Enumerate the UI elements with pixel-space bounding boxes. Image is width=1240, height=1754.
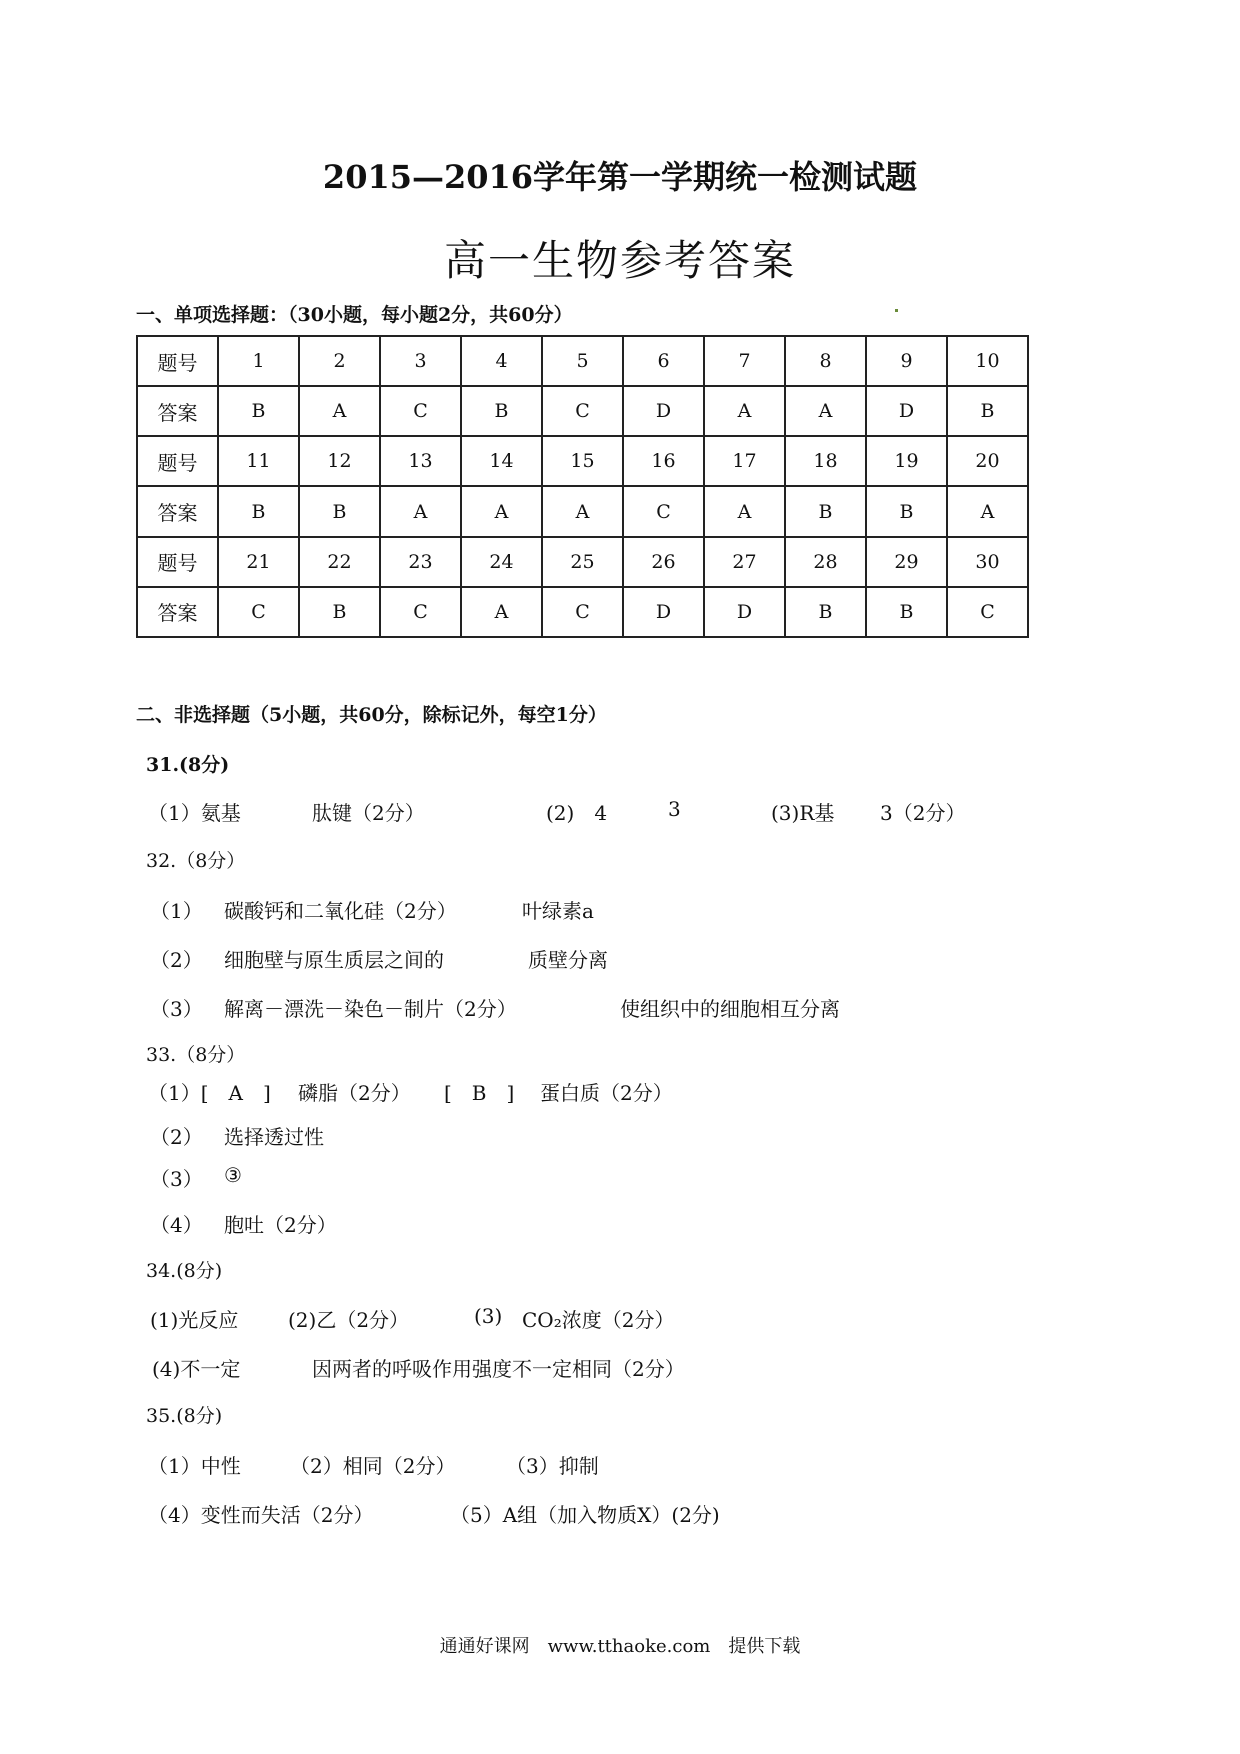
q34-ans: 因两者的呼吸作用强度不一定相同（2分） [312,1357,685,1381]
question-number-cell: 24 [461,537,542,587]
question-number-cell: 7 [704,336,785,386]
question-number-cell: 2 [299,336,380,386]
answer-cell: C [623,486,704,536]
answer-cell: A [542,486,623,536]
answer-cell: A [947,486,1028,536]
question-number-cell: 12 [299,436,380,486]
row-label: 答案 [137,386,218,436]
q32-ans: （2） [150,948,203,972]
question-number-cell: 30 [947,537,1028,587]
question-number-cell: 3 [380,336,461,386]
answer-cell: B [461,386,542,436]
exam-title: 2015—2016学年第一学期统一检测试题 [322,158,918,196]
answer-cell: B [218,486,299,536]
table-answer-row [137,587,1028,637]
question-number-cell: 4 [461,336,542,386]
answer-cell: C [542,386,623,436]
table-question-row [137,336,1028,386]
q33-ans: （4） [150,1213,203,1237]
q34-title: 34.(8分) [146,1260,223,1282]
answer-cell: B [866,486,947,536]
question-number-cell: 14 [461,436,542,486]
question-number-cell: 5 [542,336,623,386]
answer-cell: A [380,486,461,536]
question-number-cell: 27 [704,537,785,587]
question-number-cell: 9 [866,336,947,386]
question-number-cell: 8 [785,336,866,386]
q33-ans: （2） [150,1125,203,1149]
answer-cell: C [947,587,1028,637]
q32-ans: 细胞壁与原生质层之间的 [224,948,444,972]
question-number-cell: 11 [218,436,299,486]
q33-ans: （1）[ A ] [148,1081,271,1105]
question-number-cell: 20 [947,436,1028,486]
answer-cell: B [218,386,299,436]
table-question-row [137,436,1028,486]
answer-cell: C [542,587,623,637]
row-label: 题号 [137,336,218,386]
q34-ans: (1)光反应 [150,1308,239,1332]
answer-cell: D [704,587,785,637]
table-answer-row [137,486,1028,536]
question-number-cell: 25 [542,537,623,587]
speck-mark [895,309,898,312]
q33-ans: 选择透过性 [224,1125,324,1149]
answer-cell: A [704,386,785,436]
footer-source: 通通好课网 www.tthaoke.com 提供下载 [439,1636,801,1657]
q35-title: 35.(8分) [146,1405,223,1427]
question-number-cell: 1 [218,336,299,386]
q32-ans: 碳酸钙和二氧化硅（2分） [224,899,457,923]
question-number-cell: 23 [380,537,461,587]
answer-cell: B [299,587,380,637]
q31-title: 31.(8分) [146,754,230,776]
q33-ans: （3） [150,1167,203,1191]
q31-ans: （1）氨基 [148,801,241,825]
answer-cell: B [299,486,380,536]
q35-ans: （4）变性而失活（2分） [148,1503,374,1527]
q32-ans: （3） [150,997,203,1021]
answer-cell: B [785,587,866,637]
q34-ans: (3) [474,1304,503,1328]
answer-cell: A [461,486,542,536]
row-label: 答案 [137,587,218,637]
q34-ans: (4)不一定 [152,1357,241,1381]
answer-cell: B [947,386,1028,436]
answer-cell: A [461,587,542,637]
q35-ans: （1）中性 [148,1454,241,1478]
q31-ans: (2) 4 [546,801,608,825]
q33-ans: 蛋白质（2分） [540,1081,673,1105]
q33-ans: 胞吐（2分） [224,1213,337,1237]
q31-ans: 肽键（2分） [312,801,425,825]
answer-cell: C [218,587,299,637]
answer-cell: C [380,587,461,637]
table-answer-row [137,386,1028,436]
question-number-cell: 21 [218,537,299,587]
answer-table [136,335,1029,638]
question-number-cell: 18 [785,436,866,486]
question-number-cell: 28 [785,537,866,587]
question-number-cell: 16 [623,436,704,486]
q35-ans: （5）A组（加入物质X）(2分) [450,1503,720,1527]
q34-ans: CO₂浓度（2分） [522,1308,675,1332]
answer-cell: B [785,486,866,536]
q31-ans: (3)R基 [771,801,835,825]
q32-ans: 使组织中的细胞相互分离 [620,997,840,1021]
question-number-cell: 15 [542,436,623,486]
row-label: 题号 [137,537,218,587]
section2-heading: 二、非选择题（5小题，共60分，除标记外，每空1分） [136,704,607,726]
question-number-cell: 22 [299,537,380,587]
q33-ans: ③ [224,1163,242,1187]
answer-key-title: 高一生物参考答案 [443,236,796,285]
q31-ans: 3 [668,797,681,821]
table-question-row [137,537,1028,587]
question-number-cell: 19 [866,436,947,486]
answer-cell: B [866,587,947,637]
q32-title: 32.（8分） [146,850,246,872]
q33-ans: [ B ] [444,1081,515,1105]
question-number-cell: 13 [380,436,461,486]
answer-cell: D [623,587,704,637]
q34-ans: (2)乙（2分） [288,1308,410,1332]
q32-ans: 叶绿素a [522,899,594,923]
q35-ans: （2）相同（2分） [290,1454,456,1478]
question-number-cell: 10 [947,336,1028,386]
section1-heading: 一、单项选择题：（30小题，每小题2分，共60分） [136,304,573,326]
question-number-cell: 6 [623,336,704,386]
q31-ans: 3（2分） [880,801,966,825]
answer-cell: C [380,386,461,436]
answer-cell: A [785,386,866,436]
q32-ans: 解离－漂洗－染色－制片（2分） [224,997,517,1021]
question-number-cell: 17 [704,436,785,486]
question-number-cell: 29 [866,537,947,587]
answer-cell: D [866,386,947,436]
row-label: 答案 [137,486,218,536]
q32-ans: （1） [150,899,203,923]
q33-title: 33.（8分） [146,1044,246,1066]
q32-ans: 质壁分离 [528,948,608,972]
answer-cell: D [623,386,704,436]
q33-ans: 磷脂（2分） [298,1081,411,1105]
q35-ans: （3）抑制 [506,1454,599,1478]
question-number-cell: 26 [623,537,704,587]
answer-cell: A [299,386,380,436]
row-label: 题号 [137,436,218,486]
answer-cell: A [704,486,785,536]
